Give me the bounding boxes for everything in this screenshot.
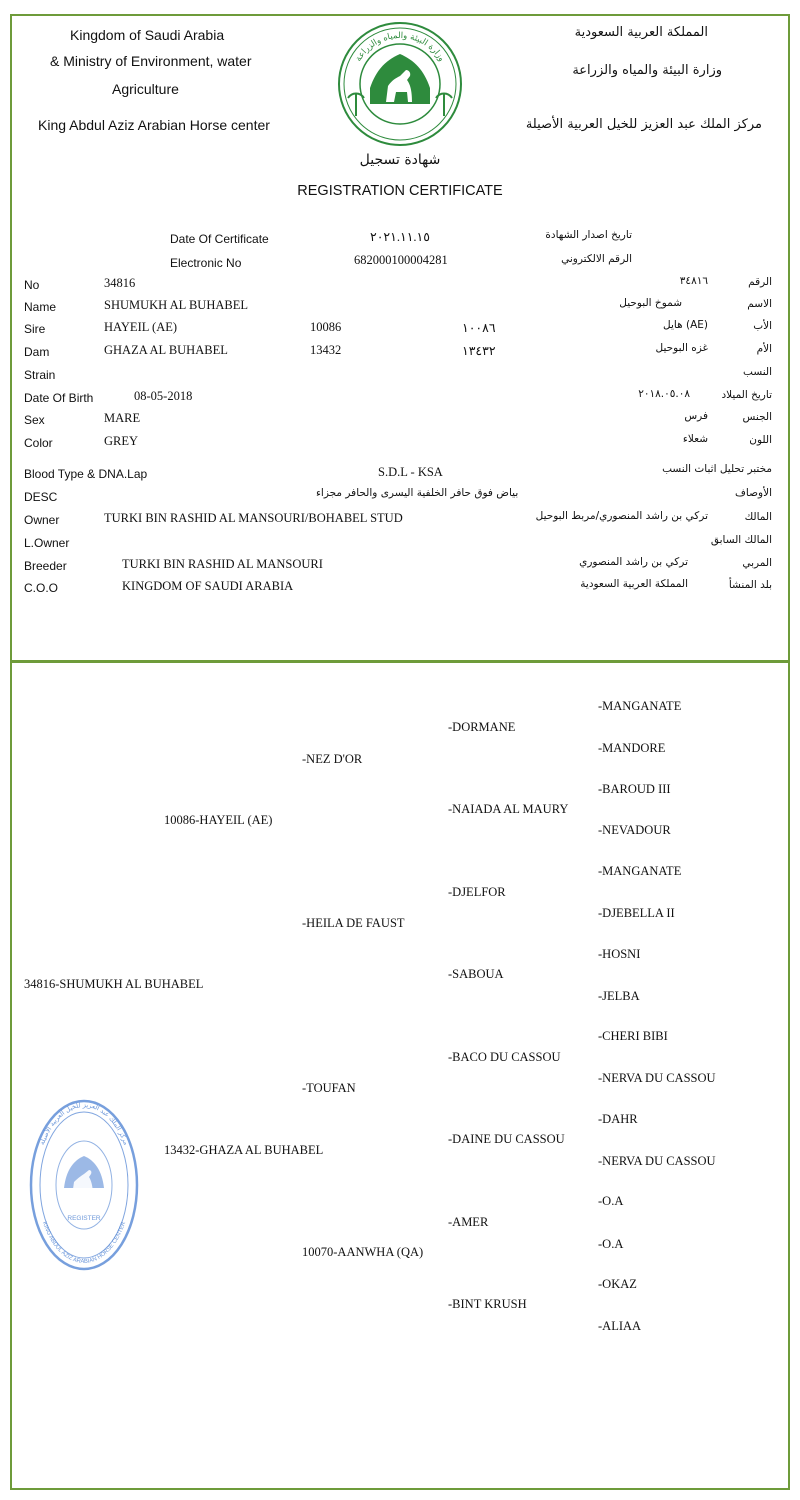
pedigree-gen3: -TOUFAN bbox=[302, 1081, 356, 1095]
electronic-value: 682000100004281 bbox=[354, 253, 448, 267]
pedigree-gen4: -NAIADA AL MAURY bbox=[448, 802, 569, 816]
stamp-bottom-text: KING ABDUL AZIZ ARABIAN HORSE CENTER bbox=[40, 1221, 128, 1266]
sex-value: MARE bbox=[104, 411, 141, 425]
coo-label: C.O.O bbox=[24, 581, 59, 595]
title-ar: شهادة تسجيل bbox=[359, 152, 441, 168]
pedigree-gen4: -SABOUA bbox=[448, 967, 504, 981]
dob-value: 08-05-2018 bbox=[134, 389, 193, 403]
breeder-value: TURKI BIN RASHID AL MANSOURI bbox=[122, 557, 323, 571]
dam-reg: 13432 bbox=[310, 343, 342, 357]
pedigree-gen5: -NERVA DU CASSOU bbox=[598, 1071, 716, 1085]
registry-stamp bbox=[28, 1098, 140, 1272]
header-en-line-2: & Ministry of Environment, water bbox=[50, 53, 252, 69]
date-label-ar: تاريخ اصدار الشهادة bbox=[545, 229, 632, 241]
color-label-ar: اللون bbox=[749, 434, 772, 446]
coo-value: KINGDOM OF SAUDI ARABIA bbox=[122, 579, 294, 593]
no-label: No bbox=[24, 278, 40, 292]
color-value-ar: شعلاء bbox=[682, 433, 708, 445]
pedigree-gen5: -O.A bbox=[598, 1194, 624, 1208]
dob-label: Date Of Birth bbox=[24, 391, 94, 405]
ministry-logo bbox=[336, 20, 464, 148]
no-label-ar: الرقم bbox=[748, 276, 772, 288]
logo-ring-text: وزارة البيئة والمياه والزراعة bbox=[353, 30, 447, 64]
pedigree-gen3: -NEZ D'OR bbox=[302, 752, 363, 766]
dam-value-ar: غزه البوحيل bbox=[655, 342, 708, 354]
strain-label: Strain bbox=[24, 368, 56, 382]
date-label: Date Of Certificate bbox=[170, 232, 269, 246]
stamp-ring-text: مركز الملك عبد العزيز للخيل العربية الأصيلة bbox=[37, 1100, 131, 1147]
dam-value: GHAZA AL BUHABEL bbox=[104, 343, 228, 357]
pedigree-gen5: -DJEBELLA II bbox=[598, 906, 675, 920]
coo-value-ar: المملكة العربية السعودية bbox=[580, 578, 688, 590]
blood-label: Blood Type & DNA.Lap bbox=[24, 467, 148, 481]
owner-value-ar: تركي بن راشد المنصوري/مربط البوحيل bbox=[535, 510, 708, 522]
desc-label-ar: الأوصاف bbox=[735, 487, 772, 499]
sire-value-ar: (AE) هايل bbox=[663, 319, 708, 331]
blood-label-ar: مختبر تحليل اثبات النسب bbox=[662, 463, 772, 475]
no-value: 34816 bbox=[104, 276, 136, 290]
coo-label-ar: بلد المنشأ bbox=[728, 579, 772, 591]
pedigree-gen4: -DJELFOR bbox=[448, 885, 506, 899]
electronic-label-ar: الرقم الالكتروني bbox=[561, 253, 632, 265]
title-en: REGISTRATION CERTIFICATE bbox=[297, 183, 503, 199]
name-value: SHUMUKH AL BUHABEL bbox=[104, 298, 248, 312]
owner-value: TURKI BIN RASHID AL MANSOURI/BOHABEL STUD bbox=[104, 511, 403, 525]
desc-label: DESC bbox=[24, 490, 58, 504]
breeder-label-ar: المربي bbox=[742, 557, 772, 569]
pedigree-subject: 34816-SHUMUKH AL BUHABEL bbox=[24, 977, 204, 991]
pedigree-gen5: -O.A bbox=[598, 1237, 624, 1251]
pedigree-gen4: -BINT KRUSH bbox=[448, 1297, 527, 1311]
svg-text:مركز الملك عبد العزيز للخيل ال bbox=[38, 1101, 130, 1146]
electronic-label: Electronic No bbox=[170, 256, 242, 270]
pedigree-dam: 13432-GHAZA AL BUHABEL bbox=[164, 1143, 324, 1157]
sex-label-ar: الجنس bbox=[742, 411, 772, 423]
name-label: Name bbox=[24, 300, 57, 314]
header-en-line-3: Agriculture bbox=[112, 81, 179, 97]
pedigree-gen5: -DAHR bbox=[598, 1112, 638, 1126]
pedigree-gen5: -MANGANATE bbox=[598, 864, 682, 878]
pedigree-gen5: -OKAZ bbox=[598, 1277, 637, 1291]
header-ar-line-3: مركز الملك عبد العزيز للخيل العربية الأصيلة bbox=[525, 117, 762, 132]
pedigree-gen5: -BAROUD III bbox=[598, 782, 671, 796]
header-ar-line-2: وزارة البيئة والمياه والزراعة bbox=[572, 63, 722, 78]
sire-reg: 10086 bbox=[310, 320, 342, 334]
sex-value-ar: فرس bbox=[684, 410, 708, 422]
dob-label-ar: تاريخ الميلاد bbox=[721, 389, 772, 401]
pedigree-gen5: -ALIAA bbox=[598, 1319, 642, 1333]
pedigree-gen4: -BACO DU CASSOU bbox=[448, 1050, 561, 1064]
blood-value: S.D.L - KSA bbox=[378, 465, 443, 479]
breeder-label: Breeder bbox=[24, 559, 67, 573]
breeder-value-ar: تركي بن راشد المنصوري bbox=[579, 556, 688, 568]
pedigree-gen5: -HOSNI bbox=[598, 947, 641, 961]
sex-label: Sex bbox=[24, 413, 45, 427]
pedigree-gen4: -AMER bbox=[448, 1215, 489, 1229]
date-value: ٢٠٢١.١١.١٥ bbox=[370, 230, 430, 244]
sire-value: HAYEIL (AE) bbox=[104, 320, 178, 334]
desc-value: بياض فوق حافر الخلفية اليسرى والحافر مجزاء bbox=[316, 487, 519, 499]
pedigree-gen4: -DAINE DU CASSOU bbox=[448, 1132, 565, 1146]
dam-label-ar: الأم bbox=[756, 343, 772, 355]
header-en-line-4: King Abdul Aziz Arabian Horse center bbox=[38, 117, 270, 133]
dob-value-ar: ٢٠١٨.٠٥.٠٨ bbox=[638, 388, 690, 400]
owner-label: Owner bbox=[24, 513, 60, 527]
pedigree-gen5: -JELBA bbox=[598, 989, 640, 1003]
lowner-label: L.Owner bbox=[24, 536, 70, 550]
dam-label: Dam bbox=[24, 345, 50, 359]
sire-label-ar: الأب bbox=[753, 320, 772, 332]
sire-reg-ar: ١٠٠٨٦ bbox=[462, 321, 496, 335]
no-value-ar: ٣٤٨١٦ bbox=[679, 275, 708, 287]
dam-reg-ar: ١٣٤٣٢ bbox=[462, 344, 496, 358]
pedigree-gen3: -HEILA DE FAUST bbox=[302, 916, 405, 930]
pedigree-gen3: 10070-AANWHA (QA) bbox=[302, 1245, 424, 1259]
pedigree-gen5: -CHERI BIBI bbox=[598, 1029, 668, 1043]
stamp-inner-text: REGISTER bbox=[67, 1215, 101, 1222]
pedigree-gen5: -MANGANATE bbox=[598, 699, 682, 713]
pedigree-gen5: -MANDORE bbox=[598, 741, 666, 755]
color-label: Color bbox=[24, 436, 53, 450]
strain-label-ar: النسب bbox=[743, 366, 772, 378]
pedigree-gen4: -DORMANE bbox=[448, 720, 516, 734]
lowner-label-ar: المالك السابق bbox=[710, 534, 772, 546]
sire-label: Sire bbox=[24, 322, 46, 336]
pedigree-gen5: -NERVA DU CASSOU bbox=[598, 1154, 716, 1168]
pedigree-gen5: -NEVADOUR bbox=[598, 823, 671, 837]
header-en-line-1: Kingdom of Saudi Arabia bbox=[70, 27, 225, 43]
owner-label-ar: المالك bbox=[744, 511, 772, 523]
pedigree-sire: 10086-HAYEIL (AE) bbox=[164, 813, 273, 827]
header-ar-line-1: المملكة العربية السعودية bbox=[574, 25, 708, 40]
name-label-ar: الاسم bbox=[747, 298, 772, 310]
color-value: GREY bbox=[104, 434, 139, 448]
name-value-ar: شموخ البوحيل bbox=[619, 297, 682, 309]
